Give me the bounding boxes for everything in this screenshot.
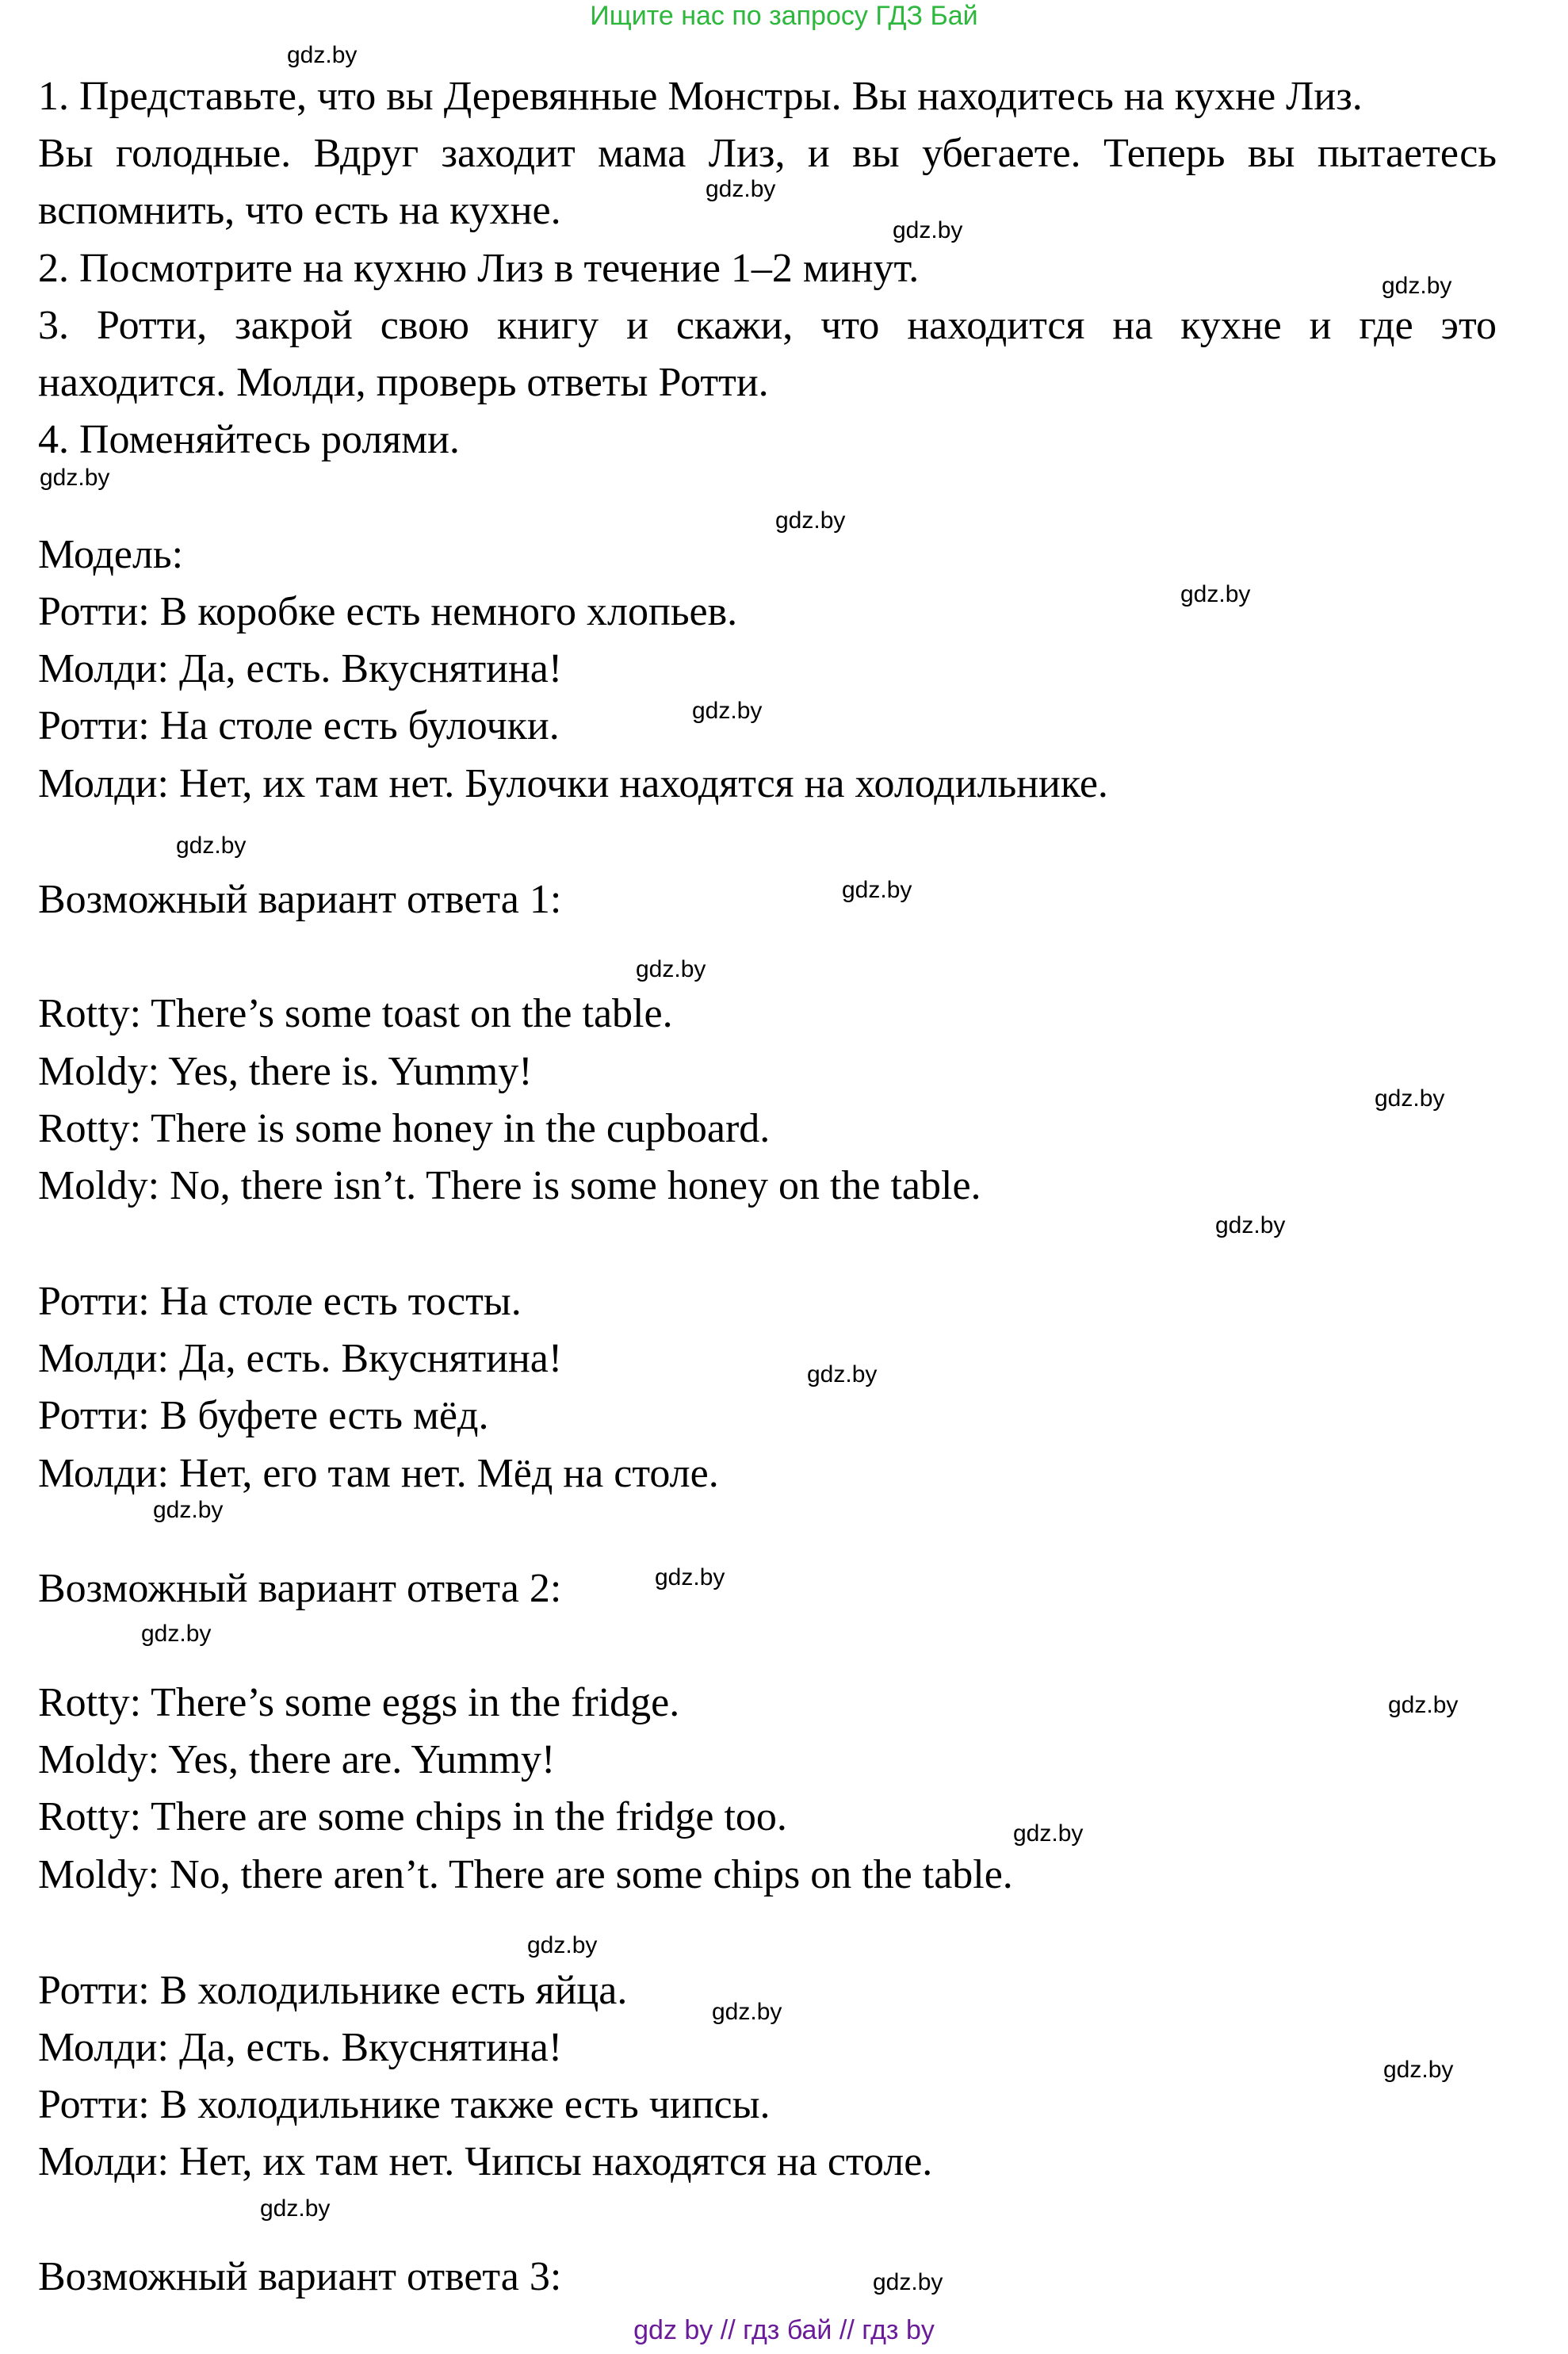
- watermark: gdz.by: [692, 698, 763, 724]
- bottom-banner[interactable]: gdz by // гдз бай // гдз by: [633, 2315, 935, 2345]
- instruction-line-4: 2. Посмотрите на кухню Лиз в течение 1–2 минут.: [38, 246, 920, 291]
- watermark: gdz.by: [807, 1361, 878, 1388]
- watermark: gdz.by: [712, 1999, 782, 2025]
- answer-2-russian-line: Молди: Да, есть. Вкуснятина!: [38, 2025, 563, 2070]
- instruction-line-7: 4. Поменяйтесь ролями.: [38, 417, 460, 462]
- watermark: gdz.by: [893, 217, 963, 243]
- instruction-line-6: находится. Молди, проверь ответы Ротти.: [38, 360, 769, 405]
- instruction-line-5: 3. Ротти, закрой свою книгу и скажи, что находится на кухне и где это: [38, 303, 1497, 348]
- answer-2-english-line: Moldy: Yes, there are. Yummy!: [38, 1737, 556, 1782]
- model-line: Ротти: На столе есть булочки.: [38, 703, 560, 748]
- watermark: gdz.by: [141, 1621, 212, 1647]
- watermark: gdz.by: [655, 1564, 725, 1590]
- watermark: gdz.by: [176, 833, 247, 859]
- instruction-line-2: Вы голодные. Вдруг заходит мама Лиз, и вы убегаете. Теперь вы пытаетесь: [38, 131, 1497, 176]
- watermark: gdz.by: [1388, 1692, 1459, 1718]
- watermark: gdz.by: [260, 2195, 331, 2222]
- watermark: gdz.by: [153, 1497, 224, 1523]
- answer-1-russian-line: Ротти: В буфете есть мёд.: [38, 1393, 489, 1438]
- instruction-line-1: 1. Представьте, что вы Деревянные Монстры. Вы находитесь на кухне Лиз.: [38, 74, 1363, 119]
- answer-1-russian-line: Ротти: На столе есть тосты.: [38, 1279, 522, 1324]
- model-heading: Модель:: [38, 532, 184, 577]
- watermark: gdz.by: [1013, 1820, 1084, 1847]
- model-line: Молди: Нет, их там нет. Булочки находятся на холодильнике.: [38, 761, 1108, 806]
- answer-2-english-line: Rotty: There’s some eggs in the fridge.: [38, 1680, 680, 1725]
- answer-1-english-line: Moldy: No, there isn’t. There is some honey on the table.: [38, 1163, 981, 1208]
- watermark: gdz.by: [1375, 1085, 1445, 1112]
- model-line: Ротти: В коробке есть немного хлопьев.: [38, 589, 738, 634]
- answer-2-russian-line: Молди: Нет, их там нет. Чипсы находятся на столе.: [38, 2139, 933, 2184]
- watermark: gdz.by: [873, 2269, 943, 2295]
- answer-2-russian-line: Ротти: В холодильнике есть яйца.: [38, 1968, 628, 2013]
- watermark: gdz.by: [636, 956, 706, 982]
- answer-2-heading: Возможный вариант ответа 2:: [38, 1566, 562, 1611]
- watermark: gdz.by: [1383, 2057, 1454, 2083]
- watermark: gdz.by: [1215, 1212, 1286, 1238]
- top-banner[interactable]: Ищите нас по запросу ГДЗ Бай: [590, 1, 978, 31]
- watermark: gdz.by: [706, 176, 776, 202]
- answer-1-heading: Возможный вариант ответа 1:: [38, 877, 562, 922]
- model-line: Молди: Да, есть. Вкуснятина!: [38, 646, 563, 691]
- watermark: gdz.by: [1180, 581, 1251, 607]
- answer-2-english-line: Rotty: There are some chips in the fridge too.: [38, 1794, 787, 1839]
- instruction-line-3: вспомнить, что есть на кухне.: [38, 188, 561, 233]
- answer-1-english-line: Moldy: Yes, there is. Yummy!: [38, 1049, 533, 1094]
- answer-1-english-line: Rotty: There is some honey in the cupboard.: [38, 1106, 771, 1151]
- answer-2-english-line: Moldy: No, there aren’t. There are some chips on the table.: [38, 1852, 1013, 1897]
- watermark: gdz.by: [1382, 273, 1452, 299]
- watermark: gdz.by: [287, 42, 358, 68]
- answer-1-english-line: Rotty: There’s some toast on the table.: [38, 991, 673, 1036]
- answer-1-russian-line: Молди: Нет, его там нет. Мёд на столе.: [38, 1451, 719, 1496]
- answer-1-russian-line: Молди: Да, есть. Вкуснятина!: [38, 1336, 563, 1381]
- watermark: gdz.by: [842, 877, 912, 903]
- answer-3-heading: Возможный вариант ответа 3:: [38, 2254, 562, 2299]
- watermark: gdz.by: [527, 1932, 598, 1958]
- watermark: gdz.by: [775, 507, 846, 534]
- answer-2-russian-line: Ротти: В холодильнике также есть чипсы.: [38, 2082, 771, 2127]
- watermark: gdz.by: [40, 465, 110, 491]
